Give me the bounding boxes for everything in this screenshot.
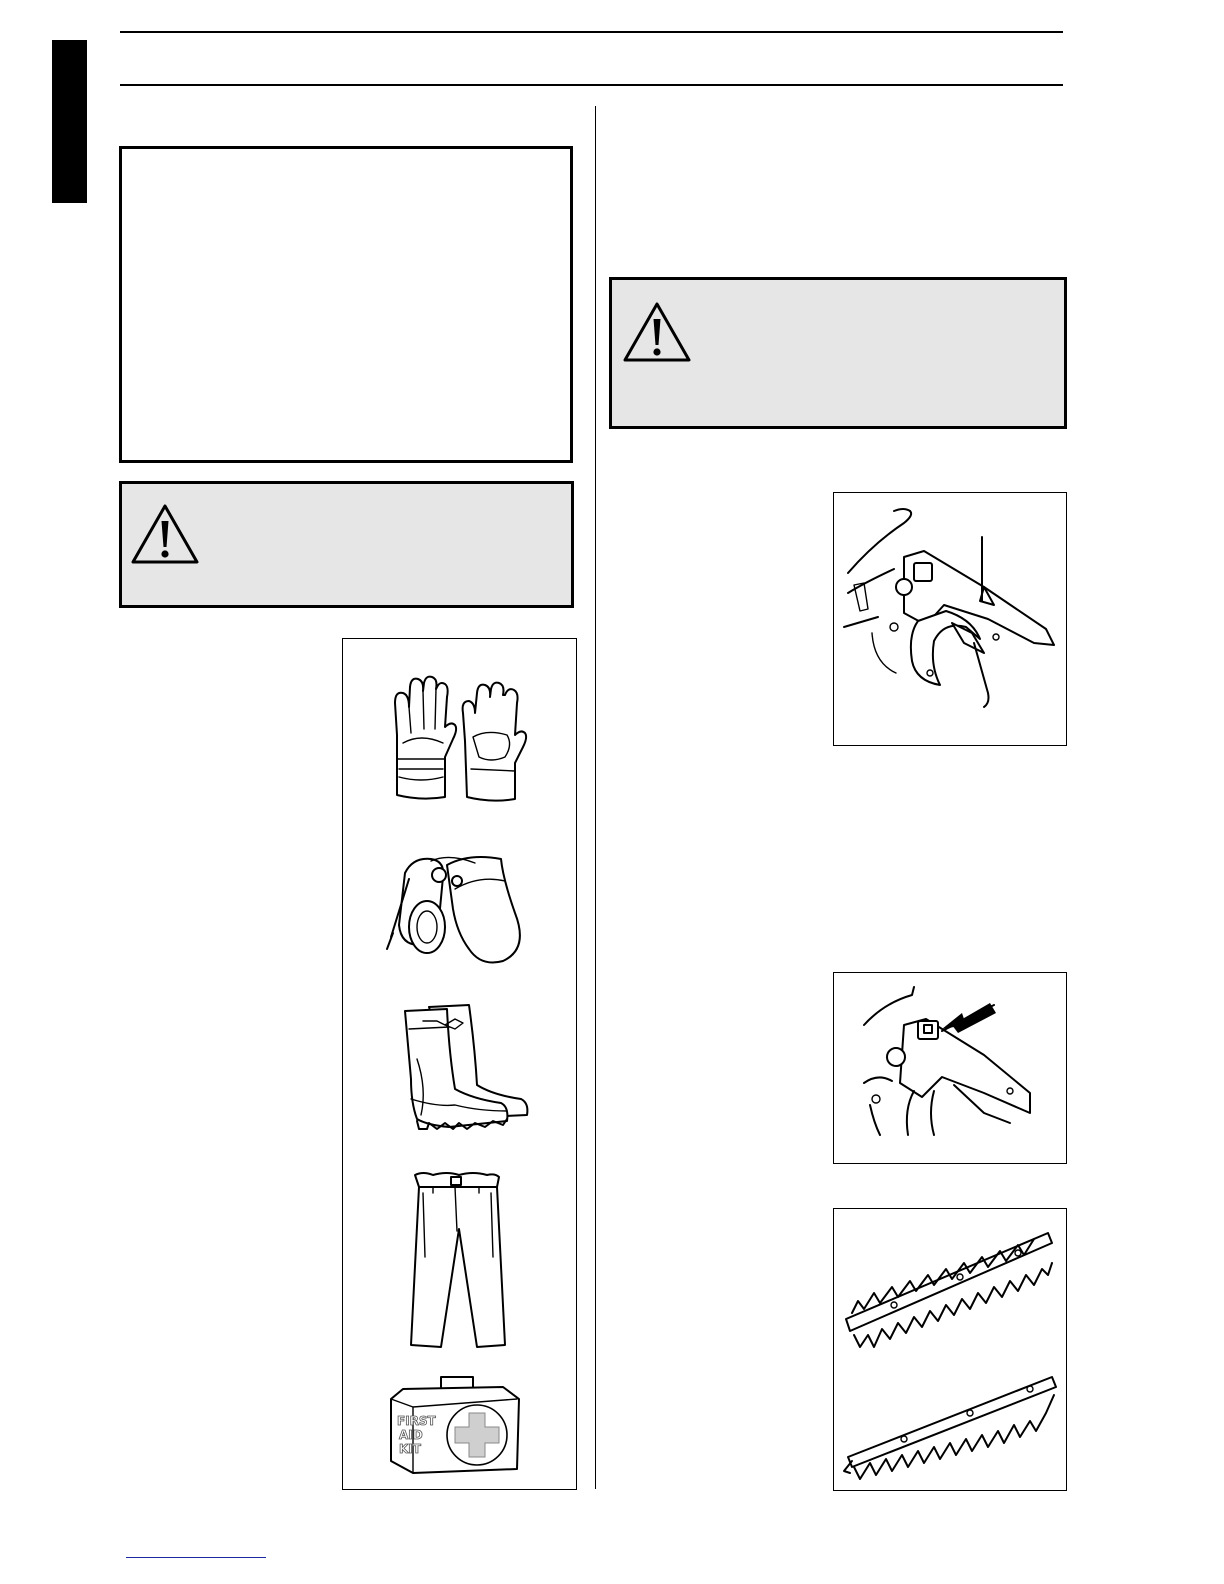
ppe-figure-box <box>342 638 577 1490</box>
warning-triangle-icon <box>622 301 692 363</box>
throttle-lockout-figure <box>833 972 1067 1164</box>
important-notice-box <box>119 146 573 463</box>
kit-label-line-1: FIRST <box>397 1414 436 1428</box>
language-tab <box>52 40 87 203</box>
warning-box-right <box>609 277 1067 429</box>
column-divider <box>595 106 596 1489</box>
warning-box-left <box>119 481 574 608</box>
trigger-illustration <box>834 493 1066 745</box>
ear-protection-visor-icon <box>383 849 533 969</box>
gloves-icon <box>387 673 531 803</box>
trousers-icon <box>403 1167 513 1357</box>
kit-label-line-3: KIT <box>399 1442 421 1456</box>
header-rule-bottom <box>120 84 1063 86</box>
footer-link-underline[interactable] <box>126 1557 266 1558</box>
warning-triangle-icon <box>130 503 200 565</box>
lockout-arrow-illustration <box>834 973 1066 1163</box>
first-aid-kit-icon <box>383 1369 533 1479</box>
cutting-blades-figure <box>833 1208 1067 1491</box>
blades-illustration <box>834 1209 1066 1490</box>
throttle-trigger-figure <box>833 492 1067 746</box>
boots-icon <box>397 999 537 1139</box>
header-rule-top <box>120 31 1063 33</box>
kit-label-line-2: AID <box>399 1428 423 1442</box>
